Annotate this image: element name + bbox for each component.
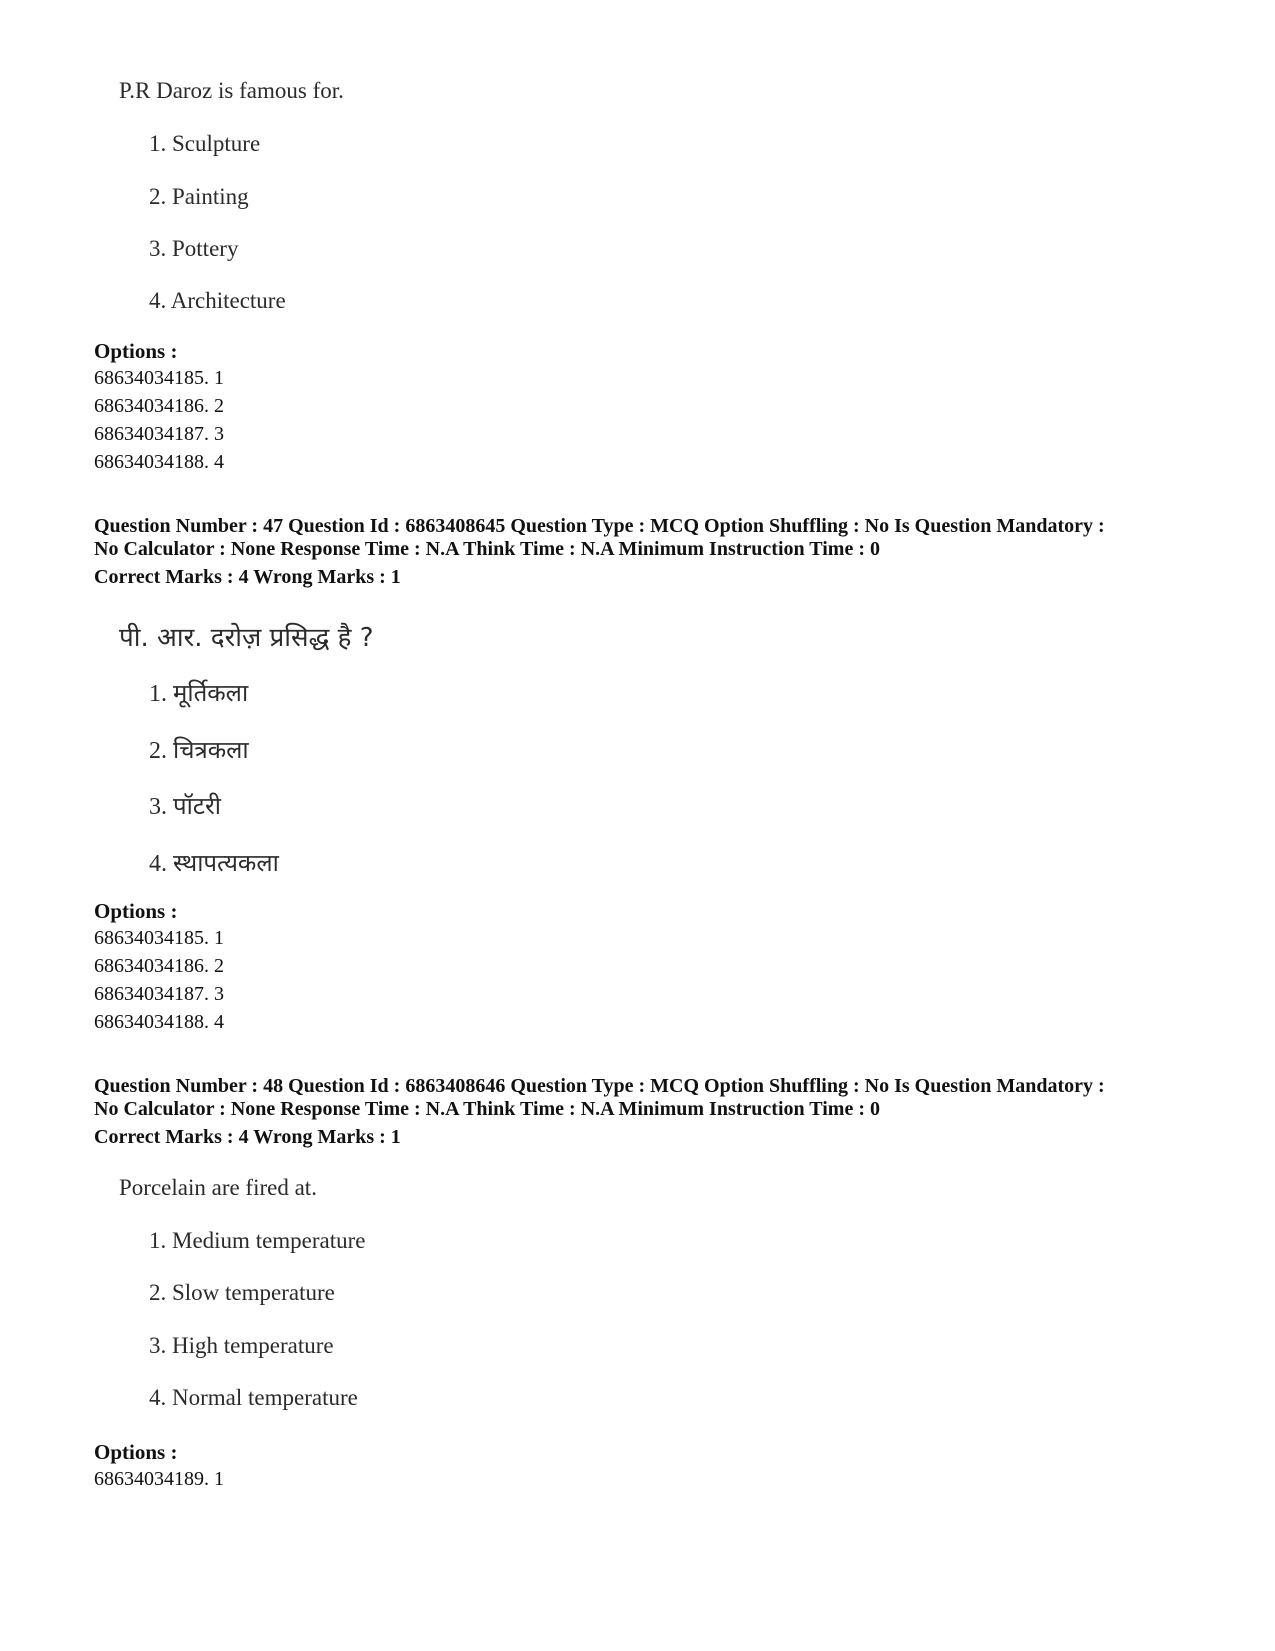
question-46-choice-4: 4. Architecture [149, 288, 286, 313]
question-47-marks: Correct Marks : 4 Wrong Marks : 1 [94, 566, 401, 588]
question-48-choice-2: 2. Slow temperature [149, 1280, 335, 1305]
question-47-choice-2 [149, 733, 249, 766]
question-46-option-2: 68634034186. 2 [94, 395, 224, 417]
question-48-options-label: Options : [94, 1440, 178, 1464]
question-48-meta-line-1: Question Number : 48 Question Id : 6863408646 Question Type : MCQ Option Shuffling : No Is Question Mandatory : [94, 1075, 1105, 1097]
question-47-options-label: Options : [94, 899, 178, 923]
question-48-meta-line-2: No Calculator : None Response Time : N.A Think Time : N.A Minimum Instruction Time : 0 [94, 1098, 880, 1120]
question-48-marks: Correct Marks : 4 Wrong Marks : 1 [94, 1126, 401, 1148]
question-47-option-1: 68634034185. 1 [94, 927, 224, 949]
choice-text: मूर्तिकला [173, 679, 249, 707]
question-46-option-4: 68634034188. 4 [94, 451, 224, 473]
question-46-choice-2: 2. Painting [149, 184, 249, 209]
choice-number: 2. [149, 738, 167, 764]
question-47-option-2: 68634034186. 2 [94, 955, 224, 977]
choice-text: चित्रकला [173, 736, 249, 764]
question-48-choice-4: 4. Normal temperature [149, 1385, 358, 1410]
question-47-meta-line-1: Question Number : 47 Question Id : 6863408645 Question Type : MCQ Option Shuffling : No Is Question Mandatory : [94, 515, 1105, 537]
choice-number: 3. [149, 794, 167, 820]
question-46-choice-3: 3. Pottery [149, 236, 239, 261]
question-47-stem: पी. आर. दरोज़ प्रसिद्ध है ? [119, 623, 374, 653]
question-47-choice-4 [149, 846, 279, 879]
choice-number: 4. [149, 851, 167, 877]
question-47-meta-line-2: No Calculator : None Response Time : N.A Think Time : N.A Minimum Instruction Time : 0 [94, 538, 880, 560]
question-47-option-4: 68634034188. 4 [94, 1011, 224, 1033]
question-47-choice-1 [149, 676, 248, 709]
question-48-choice-3: 3. High temperature [149, 1333, 334, 1358]
question-46-option-3: 68634034187. 3 [94, 423, 224, 445]
question-47-choice-3 [149, 789, 221, 822]
choice-text: पॉटरी [173, 792, 221, 820]
choice-text: स्थापत्यकला [173, 849, 279, 877]
question-46-options-label: Options : [94, 339, 178, 363]
question-46-choice-1: 1. Sculpture [149, 131, 261, 156]
question-46-stem: P.R Daroz is famous for. [119, 78, 344, 103]
question-48-choice-1: 1. Medium temperature [149, 1228, 366, 1253]
choice-number: 1. [149, 681, 167, 707]
question-48-stem: Porcelain are fired at. [119, 1175, 317, 1200]
question-48-option-1: 68634034189. 1 [94, 1468, 224, 1490]
question-47-option-3: 68634034187. 3 [94, 983, 224, 1005]
question-46-option-1: 68634034185. 1 [94, 367, 224, 389]
